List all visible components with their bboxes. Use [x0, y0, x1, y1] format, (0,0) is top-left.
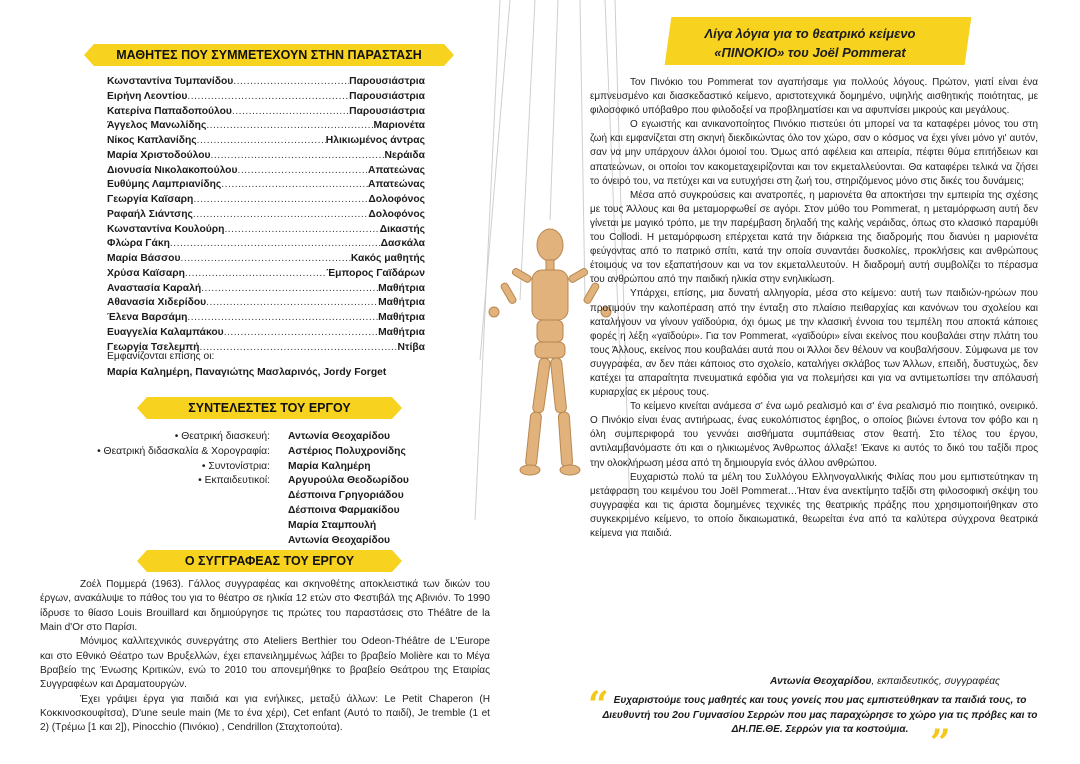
description-paragraph: Υπάρχει, επίσης, μια δυνατή αλληγορία, μέσα στο κείμενο: αυτή των παιδιών-ηρώων που προτιμούν την καλοπέραση από την ένταξη στο πλαίσιο πειθαρχίας και κανόνων του σχολείου και καταλήγουν να γίνουν γαϊδούρια, όχι όμως με την κλασική έννοια του τεμπέλη που αποκτά κάποιες φορές η λέξη «γαϊδούρι». Για τον Pommerat, «γαϊδούρι» είναι εκείνος που κουβαλάει στην πλάτη του τους Άλλους, εκείνος που κουβαλάει αυτά που οι Άλλοι δεν θέλουν να κουβαλήσουν. Σύμφωνα με τον συγγραφέα, αν δεν πάει κάποιος στο σχολείο, καταλήγει σκλάβος των Άλλων, επειδή, δυστυχώς, δεν κατέχει τα απαραίτητα πνευματικά εφόδια για να πολεμήσει και για να αντιμετωπίσει την απόλαυσή κυριαρχίας εκ μέρους τους. [590, 288, 1038, 399]
cast-member-role: Ηλικιωμένος άντρας [325, 135, 425, 146]
cast-row [107, 208, 425, 223]
credit-role: • Συντονίστρια: [201, 460, 270, 472]
cast-row [107, 252, 425, 267]
cast-member-name: Ραφαήλ Σιάντσης [107, 208, 193, 220]
cast-member-name: Κατερίνα Παπαδοπούλου [107, 105, 232, 117]
cast-member-role: Απατεώνας [368, 179, 425, 191]
cast-member-name: Έλενα Βαρσάμη [107, 312, 188, 323]
cast-member-role: Μαθήτρια [378, 282, 425, 294]
dot-leader [193, 193, 368, 208]
cast-member-name: Μαρία Χριστοδούλου [107, 149, 211, 161]
description-paragraph: Το κείμενο κινείται ανάμεσα σ' ένα ωμό ρεαλισμό και σ' ένα ρεαλισμό πιο ποιητικό, ονειρικό. Ο Πινόκιο είναι ένας αντιήρωας, ένας ευκολόπιστος έφηβος, ο οποίος βιώνει έντονα τον φόβο και η όλη συμπεριφορά του γεννάει αισθήματα συμπάθειας στον θεατή. Στο τέλος του έργου, αντιλαμβανόμαστε ότι και ο ηλικιωμένος Άνθρωπος άλλαξε! Έκανε κι αυτός το δικό του ταξίδι προς την ολοκλήρωση μέσα από τη δημιουργία ενός άλλου ανθρώπου. [590, 401, 1038, 469]
signature-role: , εκπαιδευτικός, συγγραφέας [871, 676, 1000, 687]
credits-block [40, 430, 500, 550]
description-paragraph: Ο εγωιστής και ανικανοποίητος Πινόκιο πιστεύει ότι μπορεί να τα καταφέρει μόνος του στη ζωή και εμφανίζεται στη σκηνή διεκδικώντας όλο τον χώρο, σαν ο κόσμος να έχει γίνει μόνο γι' αυτόν, σαν να μην υπάρχουν άλλοι όμοιοί του. Όμως από αφέλεια και απειρία, πέφτει θύμα επιτήδειων και απατεώνων, οι οποίοι τον κακομεταχειρίζονται και τον εκμεταλλεύονται. Θα καταφέρει τελικά να ζήσει το όνειρό του, να πετύχει και να ευτυχήσει στη ζωή του, στηριζόμενος μόνο στις δικές του δυνάμεις; [590, 119, 1038, 187]
cast-row [107, 164, 425, 179]
cast-member-role: Μαριονέτα [373, 120, 425, 132]
cast-member-name: Ευθύμης Λαμπριανίδης [107, 179, 222, 191]
dot-leader [185, 267, 327, 282]
author-paragraph: Μόνιμος καλλιτεχνικός συνεργάτης στο Ateliers Berthier του Odeon-Théâtre de L'Europe και στο Εθνικό Θέατρο των Βρυξελλών, έχει επανειλημμένως λάβει το βραβείο Molière και το Μέγα Βραβείο της Ένωσης Κριτικών, ενώ το 2010 του απονεμήθηκε το βραβείο Θεάτρου της Εταιρίας Συγγραφέων και Δραματουργών. [40, 636, 490, 691]
cast-member-name: Κωνσταντίνα Κουλούρη [107, 223, 225, 235]
cast-member-role: Κακός μαθητής [350, 253, 425, 264]
cast-row [107, 267, 425, 282]
right-title-line2: «ΠΙΝΟΚΙΟ» του Joël Pommerat [714, 45, 906, 60]
cast-member-name: Φλώρα Γάκη [107, 238, 170, 250]
dot-leader [237, 164, 368, 179]
cast-member-role: Μαθήτρια [378, 312, 425, 323]
cast-row [107, 90, 425, 105]
dot-leader [170, 237, 381, 252]
cast-row [107, 223, 425, 238]
right-title-line1: Λίγα λόγια για το θεατρικό κείμενο [704, 26, 916, 41]
credit-person: Μαρία Σταμπουλή [288, 519, 377, 531]
description-paragraph: Τον Πινόκιο του Pommerat τον αγαπήσαμε για πολλούς λόγους. Πρώτον, γιατί είναι ένα εμπνευσμένο και διασκεδαστικό κείμενο, αριστοτεχνικά δομημένο, υψηλής αισθητικής ποιότητας, με φιλοσοφικό υπόβαθρο που φιλοδοξεί να προβληματίσει και να αφυπνίσει μικρούς και μεγάλους. [590, 77, 1038, 117]
dot-leader [206, 119, 373, 134]
cast-member-role: Νεράιδα [384, 149, 425, 161]
cast-member-role: Δικαστής [379, 223, 425, 235]
dot-leader [187, 90, 349, 105]
credit-person: Αντωνία Θεοχαρίδου [288, 431, 391, 442]
cast-member-role: Δασκάλα [380, 238, 425, 250]
cast-row [107, 193, 425, 208]
author-paragraph: Ζοέλ Πομμερά (1963). Γάλλος συγγραφέας και σκηνοθέτης αποκλειστικά των δικών του έργων, ανακάλυψε το πάθος του για το θέατρο σε ηλικία 12 ετών στο Φεστιβάλ της Αβινιόν. Το 1990 ίδρυσε το θίασο Louis Brouillard και δημιούργησε τις πρώτες του παραστάσεις στο Théâtre de la Main d'Or στο Παρίσι. [40, 579, 490, 634]
dot-leader [232, 105, 349, 120]
signature-name: Αντωνία Θεοχαρίδου [770, 676, 872, 687]
cast-member-name: Νίκος Καπλανίδης [107, 135, 197, 146]
credit-person: Μαρία Καλημέρη [288, 460, 371, 472]
dot-leader [224, 223, 379, 238]
cast-member-role: Παρουσιάστρια [349, 105, 425, 117]
cast-member-role: Μαθήτρια [378, 297, 425, 309]
cast-row [107, 75, 425, 90]
credit-person: Δέσποινα Γρηγοριάδου [288, 490, 404, 502]
cast-row [107, 311, 425, 326]
description-paragraph: Μέσα από συγκρούσεις και ανατροπές, η μαριονέτα θα αποκτήσει την εμπειρία της σχέσης με τους Άλλους και θα μεταμορφωθεί σε αγόρι. Στον μύθο του Pommerat, η μεταμόρφωση αυτή δεν γίνεται με μαγικό τρόπο, με την παρέμβαση δηλαδή της καλής νεράιδας, όπως στο κλασικό παραμύθι του Collodi. Η μεταμόρφωση επέρχεται κατά την διάρκεια της διαδρομής που διανύει η μαριονέτα φεύγοντας από το πατρικό σπίτι, κατά την οποία συναντάει δυσκολίες, προκλήσεις και ανθρώπους έτοιμους να τον εξαπατήσουν και να τον εκμεταλλευτούν. Η διαδρομή αυτή συμβολίζει το πέρασμα του ανθρώπου από την παιδική ηλικία στην ενηλικίωση. [590, 189, 1038, 286]
dot-leader [206, 296, 378, 311]
cast-row [107, 296, 425, 311]
author-paragraph: Έχει γράψει έργα για παιδιά και για ενήλικες, μεταξύ άλλων: Le Petit Chaperon (Η Κοκκινοσκουφίτσα), D'une seule main (Με το ένα χέρι), Cet enfant (Αυτό το παιδί), Je tremble (1 et 2) (Τρέμω [1 και 2]), Pinocchio (Πινόκιο) , Cendrillon (Σταχτοπούτα). [40, 693, 490, 734]
close-quote-mark: ” [930, 722, 951, 764]
dot-leader [199, 341, 397, 356]
description-paragraph: Ευχαριστώ πολύ τα μέλη του Συλλόγου Ελληνογαλλικής Φιλίας που μου εμπιστεύτηκαν τη μετάφραση του κειμένου του Joël Pommerat…Ήταν ένα ανεκτίμητο ταξίδι στη φιλοσοφική σκέψη του συγγραφέα και τις άριστα δομημένες τεχνικές της θεατρικής πράξης που χρησιμοποιήθηκαν στο συγκεκριμένο κείμενο, το οποίο δικαιωματικά, θεωρείται ένα από τα καλύτερα σύγχρονα θεατρικά κείμενα για παιδιά. [590, 471, 1038, 539]
cast-member-name: Μαρία Βάσσου [107, 253, 181, 264]
credit-role: • Θεατρική διασκευή: [174, 431, 270, 442]
cast-member-name: Κωνσταντίνα Τυμπανίδου [107, 76, 234, 87]
cast-row [107, 326, 425, 341]
cast-list [107, 75, 425, 355]
cast-row [107, 105, 425, 120]
dot-leader [180, 252, 350, 267]
cast-member-role: Μαθήτρια [378, 326, 425, 338]
dot-leader [221, 178, 368, 193]
author-section-title: Ο ΣΥΓΓΡΑΦΕΑΣ ΤΟΥ ΕΡΓΟΥ [147, 550, 392, 572]
cast-member-name: Ειρήνη Λεοντίου [107, 90, 188, 102]
cast-member-role: Δολοφόνος [368, 208, 425, 220]
open-quote-mark: “ [588, 684, 609, 726]
cast-member-name: Άγγελος Μανωλίδης [107, 120, 207, 132]
cast-member-name: Αναστασία Καραλή [107, 282, 202, 294]
cast-member-role: Απατεώνας [368, 164, 425, 176]
credits-section-title: ΣΥΝΤΕΛΕΣΤΕΣ ΤΟΥ ΕΡΓΟΥ [147, 397, 392, 419]
cast-member-name: Ευαγγελία Καλαμπάκου [107, 326, 224, 338]
dot-leader [210, 149, 384, 164]
guests-label: Εμφανίζονται επίσης οι: [107, 351, 215, 362]
cast-member-name: Αθανασία Χιδερίδου [107, 297, 207, 309]
cast-row [107, 149, 425, 164]
cast-member-role: Παρουσιάστρια [349, 76, 425, 87]
dot-leader [193, 208, 369, 223]
dot-leader [197, 134, 326, 149]
credit-person: Δέσποινα Φαρμακίδου [288, 505, 400, 516]
cast-section-title: ΜΑΘΗΤΕΣ ΠΟΥ ΣΥΜΜΕΤΕΧΟΥΝ ΣΤΗΝ ΠΑΡΑΣΤΑΣΗ [94, 44, 444, 66]
author-bio [40, 578, 490, 736]
guests-names: Μαρία Καλημέρη, Παναγιώτης Μασλαρινός, Jordy Forget [107, 367, 387, 378]
cast-member-name: Χρύσα Καϊσαρη [107, 267, 185, 279]
credit-role: • Εκπαιδευτικοί: [198, 475, 270, 487]
cast-member-role: Παρουσιάστρια [349, 90, 425, 102]
thanks-text: Ευχαριστούμε τους μαθητές και τους γονείς που μας εμπιστεύθηκαν τα παιδιά τους, το Διευθυντή του 2ου Γυμνασίου Σερρών που μας παραχώρησε το χώρο για τις πρόβες και το ΔΗ.ΠΕ.ΘΕ. Σερρών για τα κοστούμια. [602, 695, 1038, 735]
credit-role: • Θεατρική διδασκαλία & Χορογραφία: [97, 445, 270, 457]
dot-leader [187, 311, 378, 326]
signature [770, 676, 1000, 687]
dot-leader [201, 282, 378, 297]
dot-leader [233, 75, 349, 90]
cast-member-role: Έμπορος Γαϊδάρων [326, 267, 425, 279]
credit-person: Αστέριος Πολυχρονίδης [288, 445, 406, 457]
cast-member-name: Γεωργία Τσελεμπή [107, 341, 200, 353]
cast-member-role: Ντίβα [397, 341, 425, 353]
cast-member-name: Διονυσία Νικολακοπούλου [107, 164, 238, 176]
cast-member-name: Γεωργία Καϊσαρη [107, 194, 194, 205]
dot-leader [224, 326, 378, 341]
play-description [590, 76, 1038, 541]
cast-row [107, 237, 425, 252]
cast-member-role: Δολοφόνος [368, 194, 425, 205]
right-title [680, 24, 940, 62]
credit-person: Αντωνία Θεοχαρίδου [288, 534, 391, 546]
cast-row [107, 282, 425, 297]
cast-row [107, 119, 425, 134]
credit-person: Αργυρούλα Θεοδωρίδου [288, 475, 409, 487]
cast-row [107, 134, 425, 149]
cast-row [107, 178, 425, 193]
